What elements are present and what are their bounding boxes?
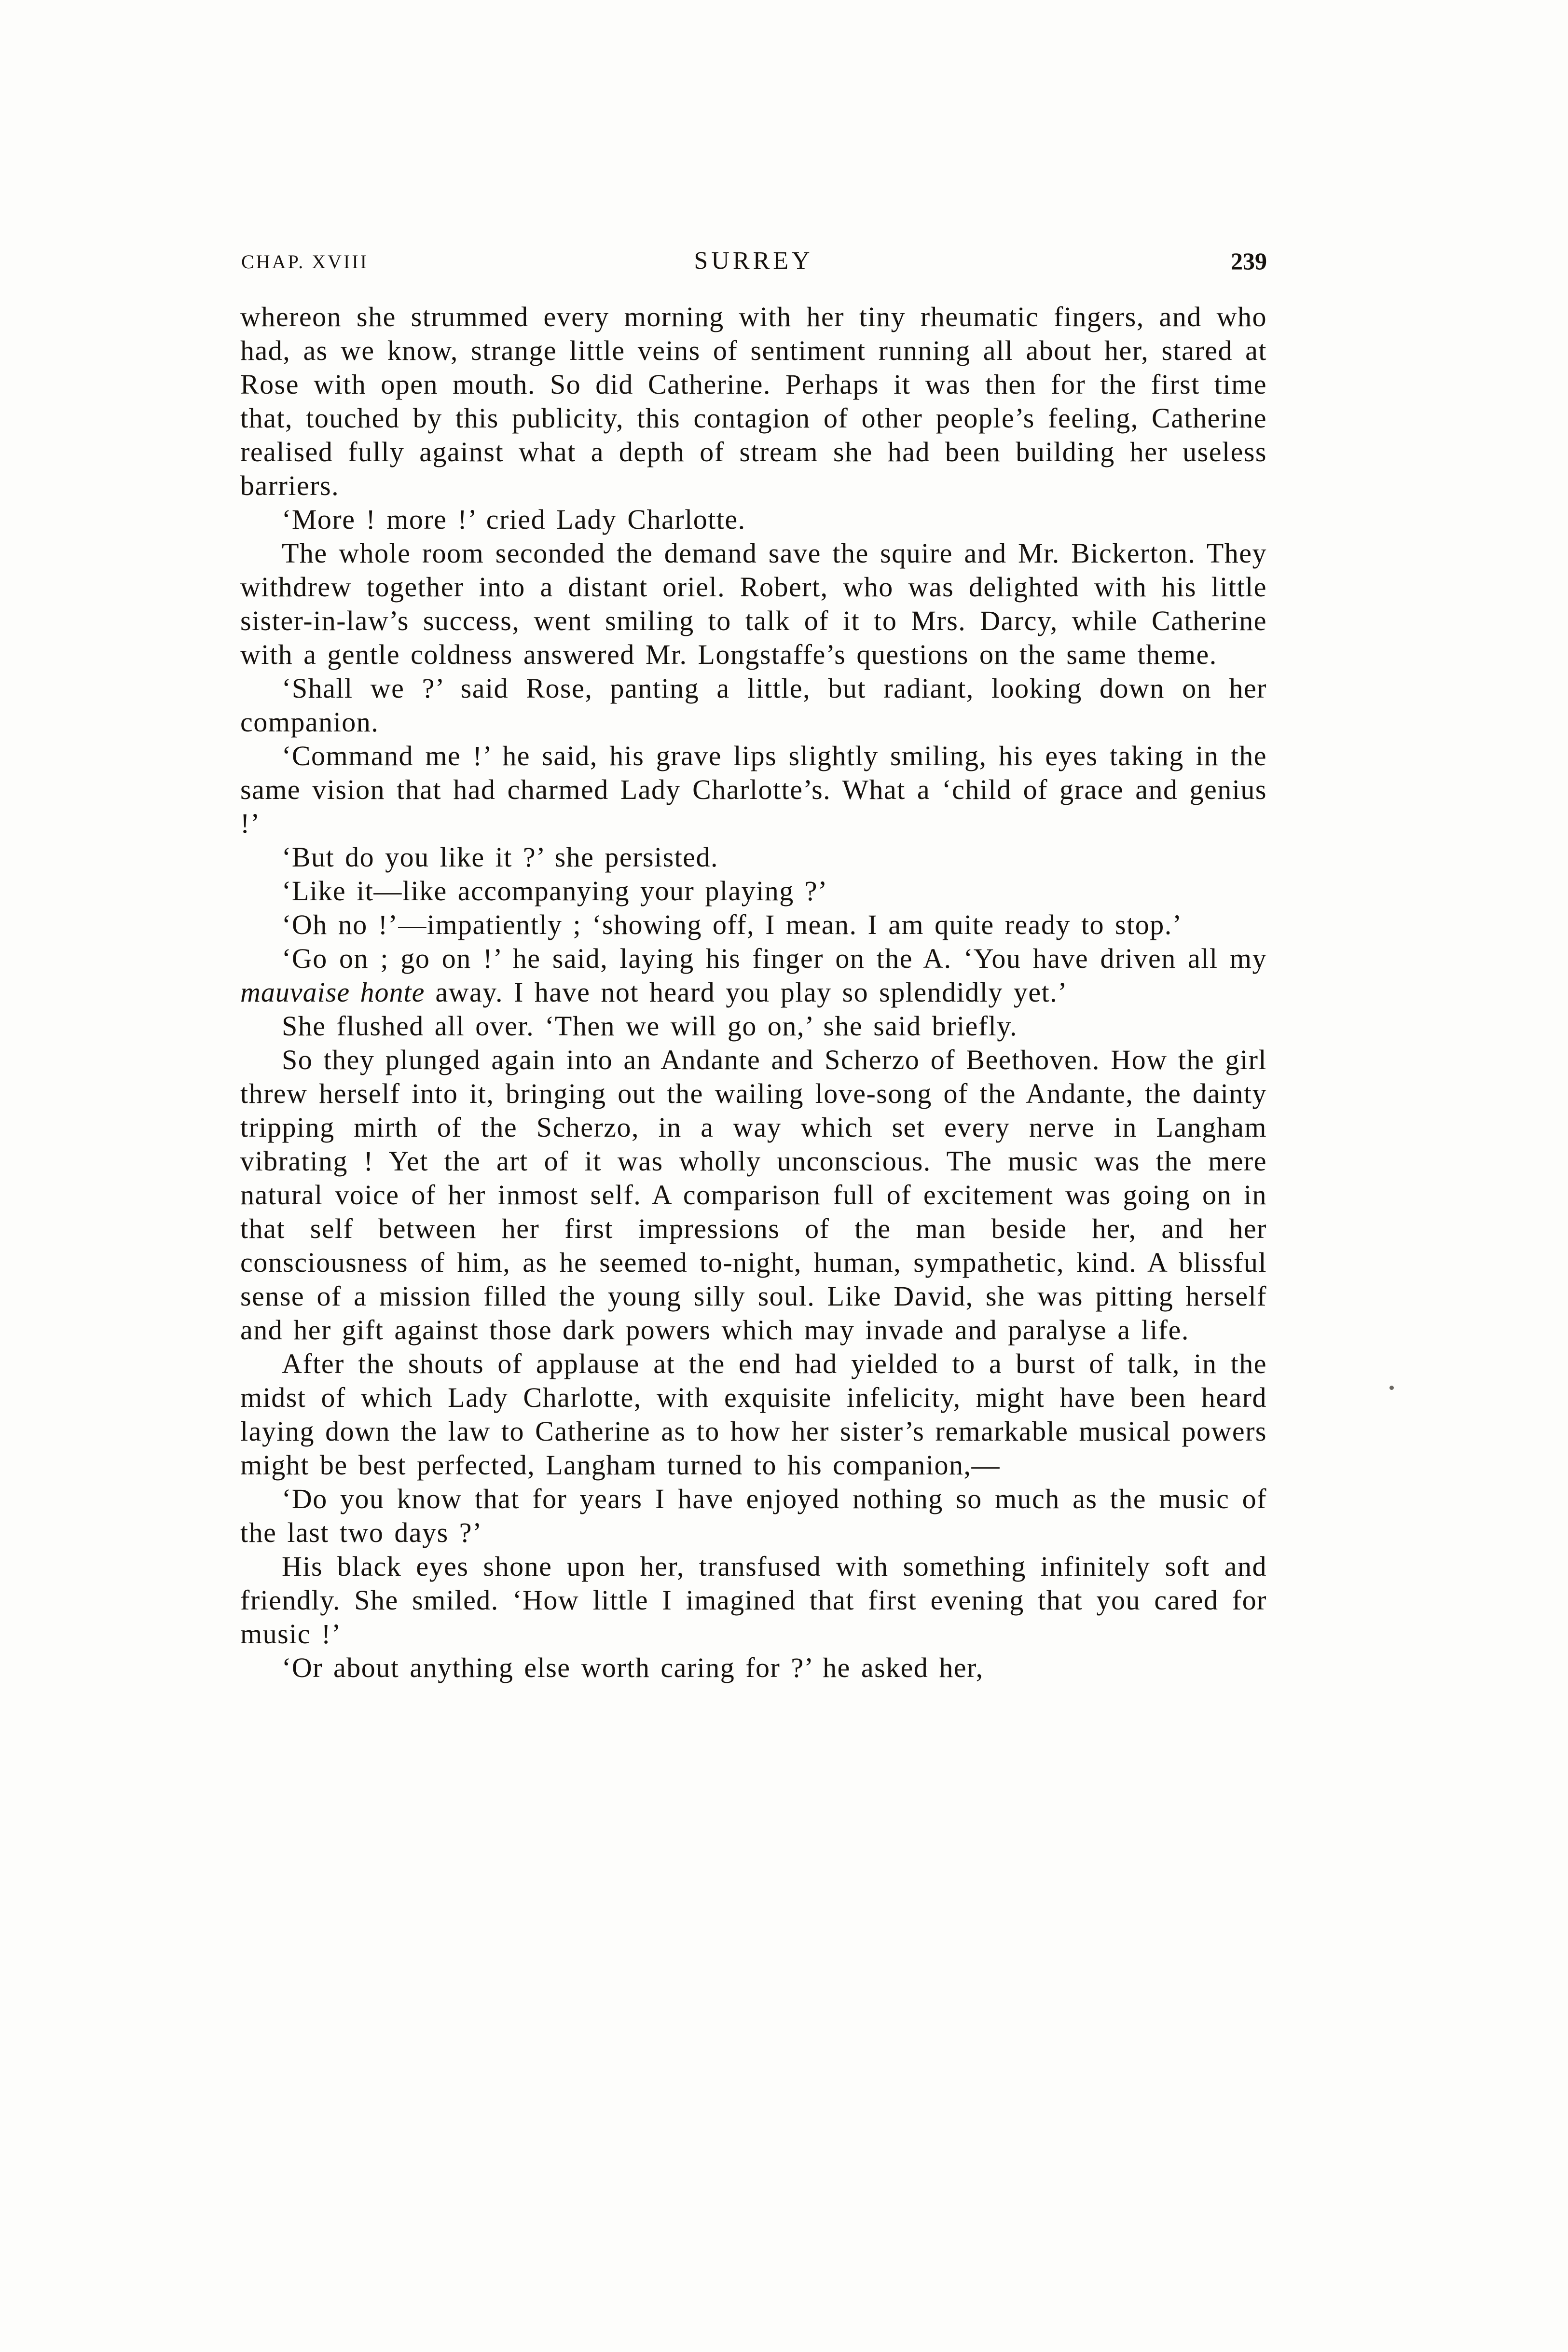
page-number: 239 xyxy=(1231,248,1267,275)
paragraph: ‘Oh no !’—impatiently ; ‘showing off, I mean. I am quite ready to stop.’ xyxy=(282,909,1183,940)
running-title: SURREY xyxy=(694,247,813,275)
paragraph: She flushed all over. ‘Then we will go on,’ she said briefly. xyxy=(282,1010,1018,1042)
paragraph: ‘More ! more !’ cried Lady Charlotte. xyxy=(282,504,746,535)
paragraph xyxy=(240,942,1267,1009)
scan-artifact-dot xyxy=(1389,1386,1394,1390)
chapter-label: CHAP. XVIII xyxy=(241,251,369,273)
paragraph-segment-italic: mauvaise honte xyxy=(240,977,425,1008)
page-content xyxy=(240,241,1267,1685)
paragraph: ‘Like it—like accompanying your playing ?’ xyxy=(282,875,828,907)
paragraph: ‘Shall we ?’ said Rose, panting a little, but radiant, looking down on her companion. xyxy=(240,673,1267,738)
paragraph: ‘Do you know that for years I have enjoyed nothing so much as the music of the last two days ?’ xyxy=(240,1483,1267,1548)
paragraph-segment: away. I have not heard you play so splendidly yet.’ xyxy=(425,977,1068,1008)
paragraph: ‘But do you like it ?’ she persisted. xyxy=(282,841,719,873)
paragraph-segment: ‘Go on ; go on !’ he said, laying his finger on the A. ‘You have driven all my xyxy=(282,943,1267,974)
paragraph: ‘Or about anything else worth caring for ?’ he asked her, xyxy=(282,1652,984,1683)
paragraph: After the shouts of applause at the end had yielded to a burst of talk, in the midst of which Lady Charlotte, with exquisite infelicity, might have been heard laying down the law to Catherine as to how her sister’s remarkable musical powers might be best perfected, Langham turned to his companion,— xyxy=(240,1348,1267,1481)
body-text xyxy=(240,300,1267,1685)
running-header xyxy=(240,241,1267,275)
paragraph: whereon she strummed every morning with her tiny rheumatic fingers, and who had, as we know, strange little veins of sentiment running all about her, stared at Rose with open mouth. So did Catherine. Perhaps it was then for the first time that, touched by this publicity, this contagion of other people’s feeling, Catherine realised fully against what a depth of stream she had been building her useless barriers. xyxy=(240,301,1267,501)
paragraph: The whole room seconded the demand save the squire and Mr. Bickerton. They withdrew together into a distant oriel. Robert, who was delighted with his little sister-in-law’s success, went smiling to talk of it to Mrs. Darcy, while Catherine with a gentle coldness answered Mr. Longstaffe’s questions on the same theme. xyxy=(240,537,1267,670)
paragraph: So they plunged again into an Andante and Scherzo of Beethoven. How the girl threw herself into it, bringing out the wailing love-song of the Andante, the dainty tripping mirth of the Scherzo, in a way which set every nerve in Langham vibrating ! Yet the art of it was wholly unconscious. The music was the mere natural voice of her inmost self. A comparison full of excitement was going on in that self between her first impressions of the man beside her, and her consciousness of him, as he seemed to-night, human, sympathetic, kind. A blissful sense of a mission filled the young silly soul. Like David, she was pitting herself and her gift against those dark powers which may invade and paralyse a life. xyxy=(240,1044,1267,1346)
paragraph: His black eyes shone upon her, transfused with something infinitely soft and friendly. She smiled. ‘How little I imagined that first evening that you cared for music !’ xyxy=(240,1551,1267,1650)
paragraph: ‘Command me !’ he said, his grave lips slightly smiling, his eyes taking in the same vision that had charmed Lady Charlotte’s. What a ‘child of grace and genius !’ xyxy=(240,740,1267,839)
